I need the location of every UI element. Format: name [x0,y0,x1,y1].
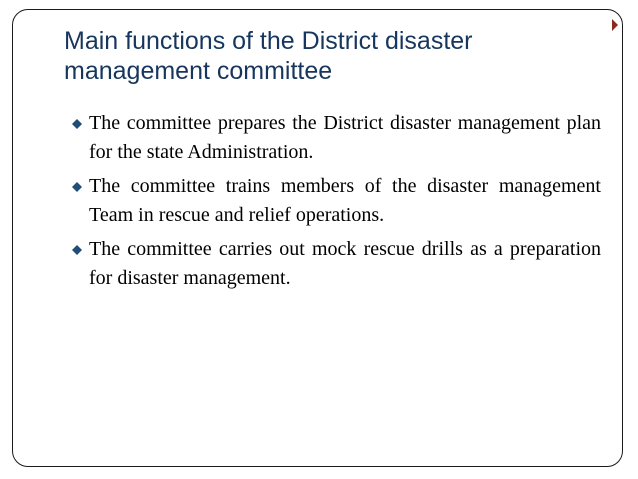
diamond-bullet-icon [72,182,82,192]
arrow-right-icon [612,19,618,31]
bullet-text: The committee trains members of the disaster management Team in rescue and relief operations. [89,175,601,226]
bullet-item [72,235,601,293]
slide-title: Main functions of the District disaster management committee [64,27,473,85]
bullet-list [72,109,601,298]
diamond-bullet-icon [72,245,82,255]
bullet-item [72,109,601,167]
bullet-text: The committee carries out mock rescue drills as a preparation for disaster management. [89,238,601,289]
diamond-bullet-icon [72,119,82,129]
bullet-text: The committee prepares the District disaster management plan for the state Administration. [89,112,601,163]
bullet-item [72,172,601,230]
